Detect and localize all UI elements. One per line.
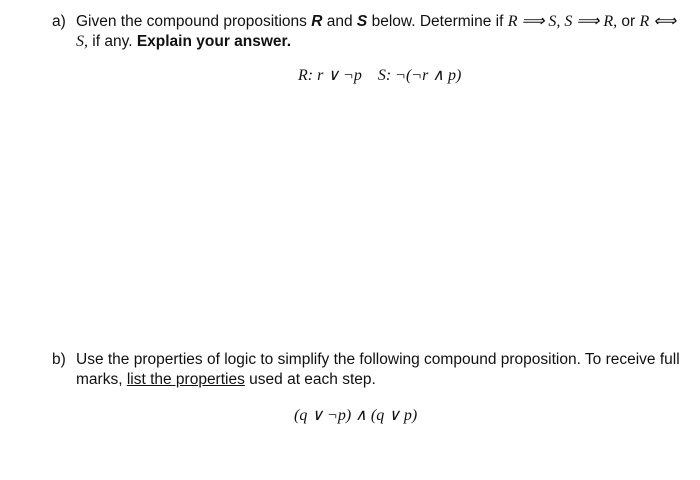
qb-text-1: marks, [76,371,127,388]
question-b-formula: (q ∨ ¬p) ∧ (q ∨ p) [294,407,418,424]
qa-prop-s: S [356,13,368,30]
question-b-label: b) [52,351,66,368]
qa-explain: Explain your answer. [136,33,292,50]
question-a-line-1 [76,12,676,32]
question-b-line-2 [76,370,680,390]
qa-text-and: and [322,13,357,30]
qa-text-2: below. Determine if [367,13,508,30]
question-a [52,12,692,52]
question-b [52,350,692,390]
question-b-line-1: Use the properties of logic to simplify the following compound proposition. To receive full [76,351,680,368]
qa-math-s: S, [76,33,88,50]
qa-prop-r: R [311,13,323,30]
question-a-line-2 [76,32,676,52]
qb-text-2: used at each step. [244,371,376,388]
qa-text-1: Given the compound propositions [76,13,312,30]
qa-text-or: or [617,13,640,30]
question-a-formula: R: r ∨ ¬p S: ¬(¬r ∧ p) [298,67,462,84]
question-b-text [76,350,680,390]
qa-text-3: if any. [88,33,137,50]
qb-properties-underlined: list the properties [126,371,245,388]
question-a-label: a) [52,13,66,30]
question-a-text [76,12,676,52]
qa-math-implications: R ⟹ S, S ⟹ R, [507,13,618,30]
qa-math-biconditional: R ⟺ [639,13,677,30]
